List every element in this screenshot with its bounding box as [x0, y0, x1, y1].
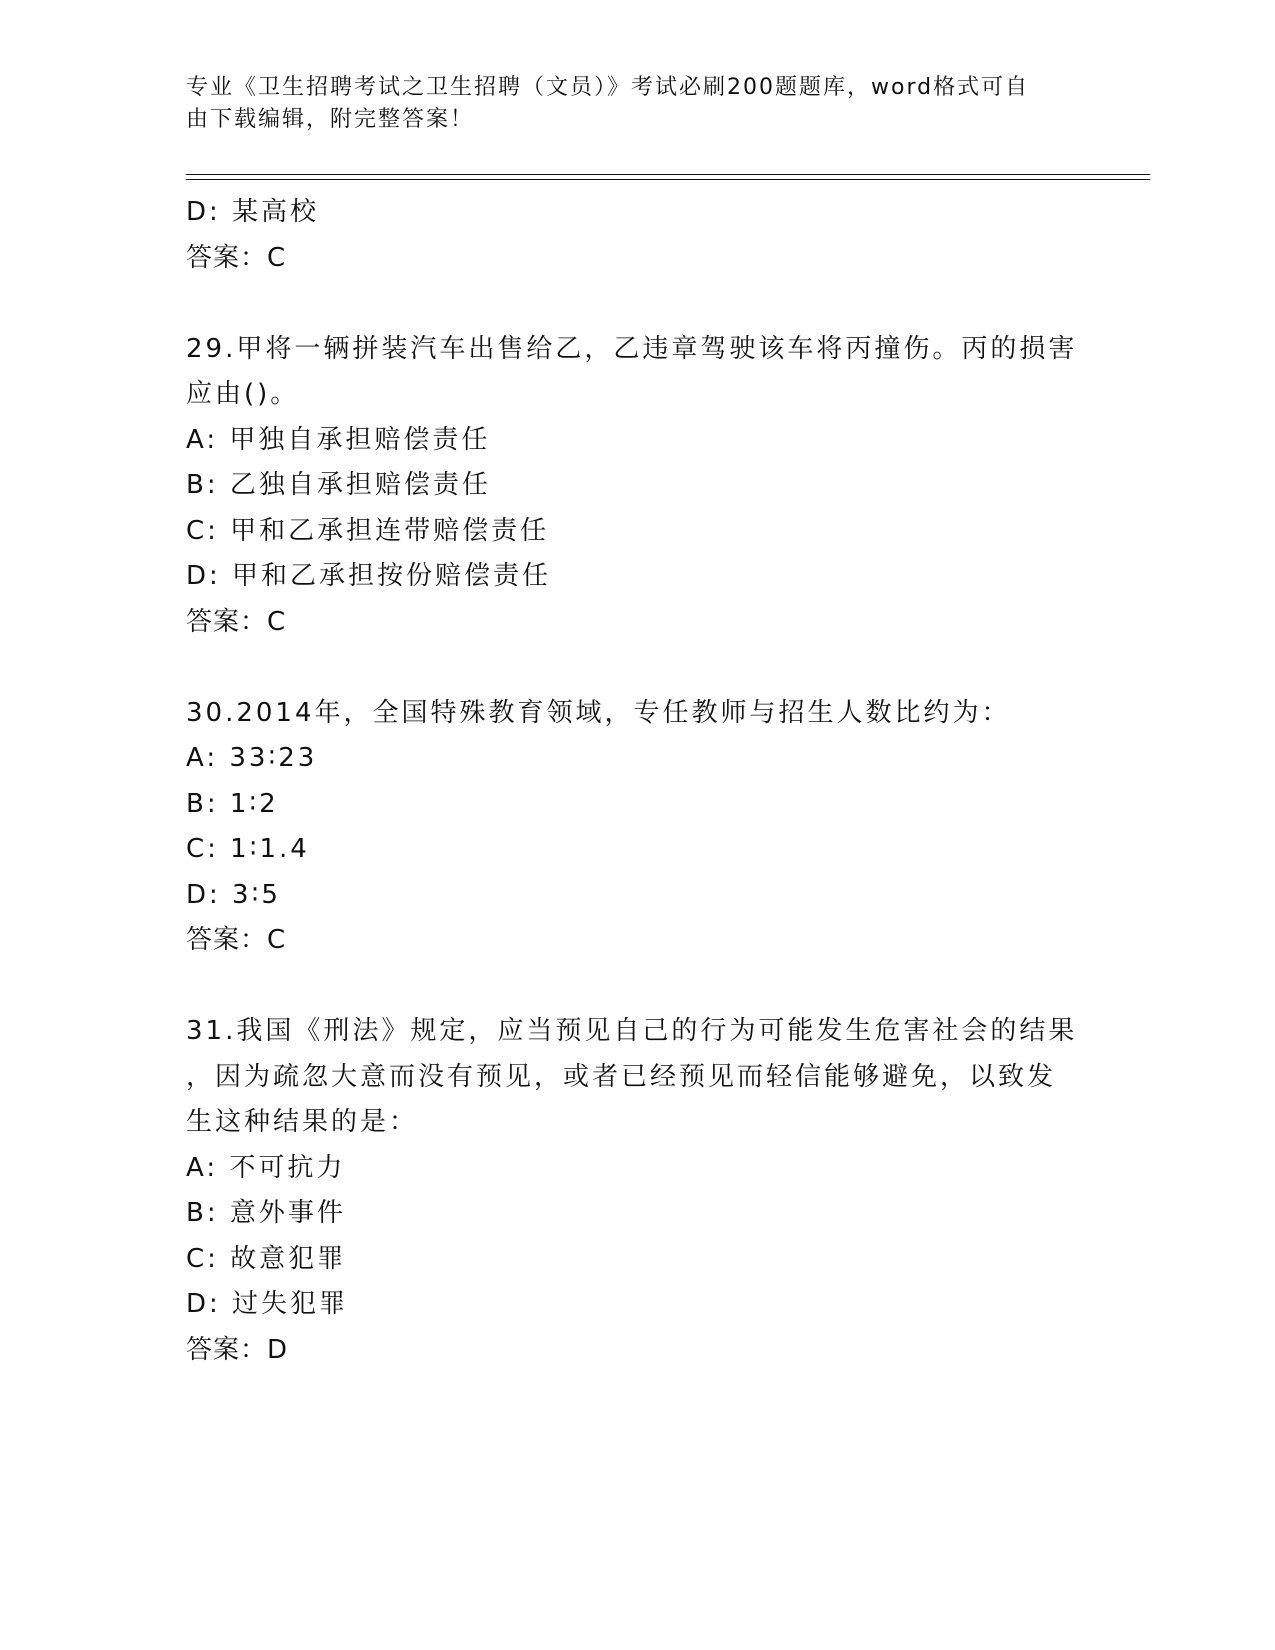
answer-line: 答案：C	[186, 606, 287, 637]
answer-line: 答案：C	[186, 925, 287, 955]
option-a: A: 不可抗力	[186, 1152, 346, 1183]
option-a: A: 甲独自承担赔偿责任	[186, 424, 491, 455]
spacer	[186, 645, 1086, 691]
question-31	[186, 1009, 1086, 1373]
question-stem-line: 31.我国《刑法》规定，应当预见自己的行为可能发生危害社会的结果	[186, 1016, 1078, 1046]
question-stem-line: 30.2014年，全国特殊教育领域，专任教师与招生人数比约为：	[186, 697, 1011, 728]
option-d: D: 甲和乙承担按份赔偿责任	[186, 561, 552, 591]
question-list	[186, 190, 1086, 1373]
option-c: C: 甲和乙承担连带赔偿责任	[186, 515, 550, 546]
answer-line: 答案：D	[186, 1334, 289, 1365]
option-d: D: 过失犯罪	[186, 1289, 349, 1319]
question-stem-line: ，因为疏忽大意而没有预见，或者已经预见而轻信能够避免，以致发	[186, 1061, 1057, 1092]
spacer	[186, 964, 1086, 1010]
option-d: D: 3∶5	[186, 879, 281, 910]
question-stem-line: 29.甲将一辆拼装汽车出售给乙，乙违章驾驶该车将丙撞伤。丙的损害	[186, 333, 1078, 364]
answer-line: 答案：C	[186, 242, 287, 273]
header-line-2: 由下载编辑，附完整答案！	[186, 107, 475, 132]
document-header	[186, 72, 1066, 136]
question-stem-line: 生这种结果的是：	[186, 1107, 419, 1137]
question-stem-line: 应由()。	[186, 379, 300, 409]
header-divider-top	[186, 174, 1150, 175]
option-b: B: 意外事件	[186, 1198, 346, 1228]
option-c: C: 故意犯罪	[186, 1243, 347, 1274]
option-d: D: 某高校	[186, 197, 320, 227]
option-c: C: 1∶1.4	[186, 834, 310, 864]
previous-question-tail	[186, 190, 1086, 281]
option-b: B: 乙独自承担赔偿责任	[186, 470, 491, 500]
question-30	[186, 691, 1086, 964]
header-line-1: 专业《卫生招聘考试之卫生招聘（文员）》考试必刷200题题库，word格式可自	[186, 75, 1030, 100]
spacer	[186, 281, 1086, 327]
question-29	[186, 327, 1086, 646]
option-a: A: 33∶23	[186, 743, 318, 773]
header-divider-bottom	[186, 179, 1150, 180]
option-b: B: 1∶2	[186, 788, 279, 819]
